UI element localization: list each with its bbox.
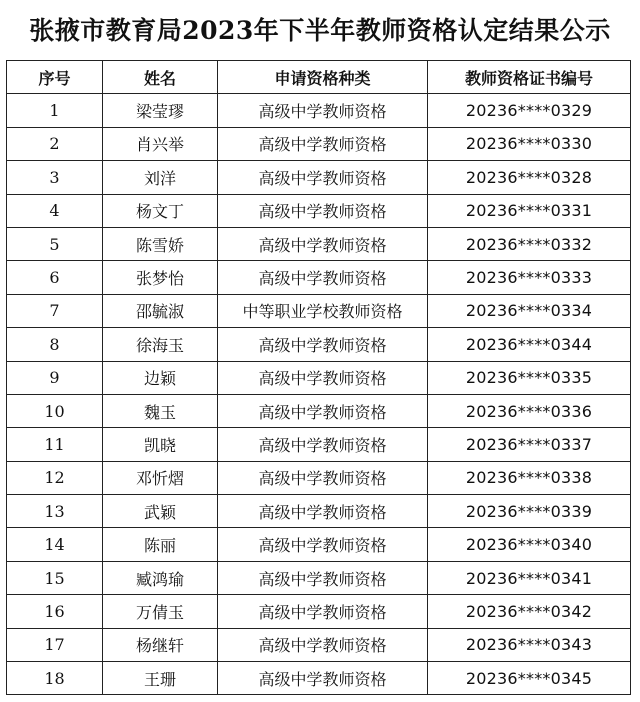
cell-name: 万倩玉 — [103, 595, 218, 628]
cell-type: 高级中学教师资格 — [218, 394, 428, 427]
table-row — [7, 595, 631, 628]
table-row — [7, 394, 631, 427]
cell-name: 刘洋 — [103, 161, 218, 194]
cell-cert: 20236****0338 — [428, 461, 631, 494]
cell-name: 武颖 — [103, 495, 218, 528]
cell-type: 高级中学教师资格 — [218, 595, 428, 628]
table-row — [7, 361, 631, 394]
cell-type: 高级中学教师资格 — [218, 127, 428, 160]
table-row — [7, 294, 631, 327]
table-row — [7, 328, 631, 361]
cell-index: 13 — [7, 495, 103, 528]
cell-type: 高级中学教师资格 — [218, 628, 428, 661]
cell-type: 高级中学教师资格 — [218, 528, 428, 561]
cell-index: 17 — [7, 628, 103, 661]
table-header-row — [7, 61, 631, 94]
cell-cert: 20236****0331 — [428, 194, 631, 227]
cell-cert: 20236****0328 — [428, 161, 631, 194]
cell-index: 9 — [7, 361, 103, 394]
cell-cert: 20236****0340 — [428, 528, 631, 561]
table-row — [7, 528, 631, 561]
cell-name: 梁莹璆 — [103, 94, 218, 127]
table-row — [7, 261, 631, 294]
cell-name: 杨继轩 — [103, 628, 218, 661]
cell-cert: 20236****0344 — [428, 328, 631, 361]
cell-index: 11 — [7, 428, 103, 461]
cell-cert: 20236****0337 — [428, 428, 631, 461]
header-type: 申请资格种类 — [218, 61, 428, 94]
cell-type: 高级中学教师资格 — [218, 261, 428, 294]
cell-index: 10 — [7, 394, 103, 427]
cell-cert: 20236****0330 — [428, 127, 631, 160]
cell-cert: 20236****0345 — [428, 662, 631, 695]
cell-cert: 20236****0342 — [428, 595, 631, 628]
cell-index: 2 — [7, 127, 103, 160]
cell-name: 陈丽 — [103, 528, 218, 561]
cell-name: 陈雪娇 — [103, 227, 218, 260]
cell-name: 凯晓 — [103, 428, 218, 461]
cell-type: 高级中学教师资格 — [218, 194, 428, 227]
table-row — [7, 161, 631, 194]
cell-name: 魏玉 — [103, 394, 218, 427]
table-row — [7, 461, 631, 494]
cell-type: 高级中学教师资格 — [218, 94, 428, 127]
cell-cert: 20236****0339 — [428, 495, 631, 528]
document-title: 张掖市教育局2023年下半年教师资格认定结果公示 — [29, 16, 611, 45]
table-row — [7, 227, 631, 260]
cell-type: 中等职业学校教师资格 — [218, 294, 428, 327]
table-row — [7, 428, 631, 461]
cell-index: 18 — [7, 662, 103, 695]
cell-name: 肖兴举 — [103, 127, 218, 160]
cell-name: 边颖 — [103, 361, 218, 394]
cell-type: 高级中学教师资格 — [218, 461, 428, 494]
cell-cert: 20236****0335 — [428, 361, 631, 394]
cell-name: 杨文丁 — [103, 194, 218, 227]
header-index: 序号 — [7, 61, 103, 94]
table-row — [7, 662, 631, 695]
cell-type: 高级中学教师资格 — [218, 495, 428, 528]
cell-type: 高级中学教师资格 — [218, 328, 428, 361]
table-row — [7, 127, 631, 160]
cell-index: 5 — [7, 227, 103, 260]
header-cert: 教师资格证书编号 — [428, 61, 631, 94]
cell-index: 4 — [7, 194, 103, 227]
table-row — [7, 495, 631, 528]
cell-name: 张梦怡 — [103, 261, 218, 294]
results-table — [6, 60, 631, 695]
cell-cert: 20236****0336 — [428, 394, 631, 427]
cell-type: 高级中学教师资格 — [218, 662, 428, 695]
cell-type: 高级中学教师资格 — [218, 361, 428, 394]
cell-type: 高级中学教师资格 — [218, 227, 428, 260]
cell-cert: 20236****0341 — [428, 561, 631, 594]
cell-cert: 20236****0329 — [428, 94, 631, 127]
cell-cert: 20236****0343 — [428, 628, 631, 661]
cell-index: 8 — [7, 328, 103, 361]
cell-name: 邵毓淑 — [103, 294, 218, 327]
cell-name: 邓忻熠 — [103, 461, 218, 494]
cell-cert: 20236****0333 — [428, 261, 631, 294]
cell-index: 6 — [7, 261, 103, 294]
cell-index: 1 — [7, 94, 103, 127]
cell-name: 王珊 — [103, 662, 218, 695]
cell-index: 14 — [7, 528, 103, 561]
cell-index: 12 — [7, 461, 103, 494]
table-row — [7, 94, 631, 127]
table-row — [7, 628, 631, 661]
cell-cert: 20236****0332 — [428, 227, 631, 260]
header-name: 姓名 — [103, 61, 218, 94]
table-row — [7, 561, 631, 594]
cell-name: 徐海玉 — [103, 328, 218, 361]
cell-name: 臧鸿瑜 — [103, 561, 218, 594]
cell-type: 高级中学教师资格 — [218, 428, 428, 461]
cell-cert: 20236****0334 — [428, 294, 631, 327]
cell-index: 16 — [7, 595, 103, 628]
cell-type: 高级中学教师资格 — [218, 161, 428, 194]
table-row — [7, 194, 631, 227]
cell-index: 7 — [7, 294, 103, 327]
cell-index: 15 — [7, 561, 103, 594]
cell-index: 3 — [7, 161, 103, 194]
cell-type: 高级中学教师资格 — [218, 561, 428, 594]
